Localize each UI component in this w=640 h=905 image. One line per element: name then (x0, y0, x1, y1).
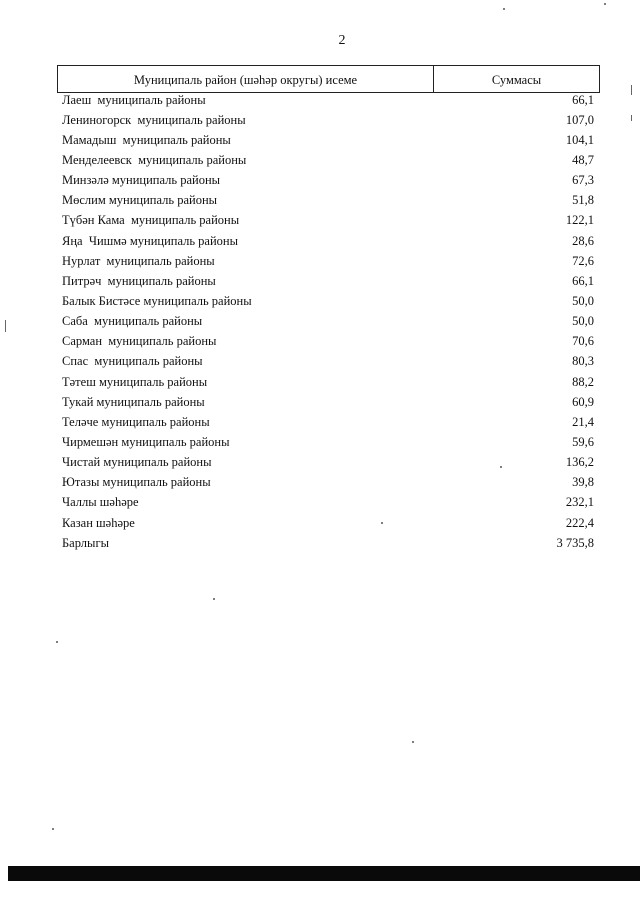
row-name: Питрәч муниципаль районы (62, 273, 216, 288)
scan-speck (213, 598, 215, 600)
scan-bottom-bar (8, 866, 640, 881)
table-row (62, 171, 594, 191)
row-value: 50,0 (572, 293, 594, 308)
row-value: 72,6 (572, 253, 594, 268)
table-row (62, 312, 594, 332)
page-number: 2 (338, 33, 346, 48)
row-name: Ютазы муниципаль районы (62, 475, 211, 490)
scan-speck (52, 828, 54, 830)
row-name: Нурлат муниципаль районы (62, 253, 215, 268)
row-value: 28,6 (572, 233, 594, 248)
table-row (62, 493, 594, 513)
table-row (62, 271, 594, 291)
table-row (62, 392, 594, 412)
row-value: 39,8 (572, 475, 594, 490)
table-row (62, 211, 594, 231)
row-name: Барлыгы (62, 535, 109, 550)
table-body (62, 90, 594, 553)
table-row (62, 473, 594, 493)
row-name: Менделеевск муниципаль районы (62, 152, 247, 167)
table-row (62, 332, 594, 352)
row-name: Балык Бистәсе муниципаль районы (62, 293, 252, 308)
table-row (62, 110, 594, 130)
row-name: Тәтеш муниципаль районы (62, 374, 208, 389)
table-row (62, 412, 594, 432)
row-value: 21,4 (572, 414, 594, 429)
row-value: 104,1 (565, 132, 594, 147)
row-value: 80,3 (572, 354, 594, 369)
row-value: 136,2 (565, 455, 594, 470)
row-value: 107,0 (565, 112, 594, 127)
row-name: Теләче муниципаль районы (62, 414, 210, 429)
row-name: Чистай муниципаль районы (62, 455, 212, 470)
row-value: 66,1 (572, 273, 594, 288)
row-name: Яңа Чишмә муниципаль районы (62, 233, 239, 248)
scan-speck (500, 466, 502, 468)
table-header (57, 65, 600, 93)
table-row (62, 453, 594, 473)
scan-edge-mark (631, 115, 632, 121)
scan-speck (412, 741, 414, 743)
scan-speck (503, 8, 505, 10)
table-row (62, 513, 594, 533)
column-header-sum: Суммасы (491, 72, 542, 87)
table-row (62, 251, 594, 271)
row-name: Минзәлә муниципаль районы (62, 173, 221, 188)
row-name: Лениногорск муниципаль районы (62, 112, 246, 127)
row-value: 60,9 (572, 394, 594, 409)
scan-edge-mark (5, 320, 6, 332)
table-row (62, 231, 594, 251)
table-row (62, 191, 594, 211)
table-row (62, 533, 594, 553)
row-value: 66,1 (572, 92, 594, 107)
scan-speck (56, 641, 58, 643)
table-row (62, 90, 594, 110)
row-name: Спас муниципаль районы (62, 354, 203, 369)
row-name: Лаеш муниципаль районы (62, 92, 206, 107)
row-name: Мөслим муниципаль районы (62, 193, 218, 208)
row-value: 222,4 (565, 515, 594, 530)
row-name: Мамадыш муниципаль районы (62, 132, 231, 147)
row-name: Казан шәһәре (62, 515, 135, 530)
table-row (62, 150, 594, 170)
row-name: Чаллы шәһәре (62, 495, 139, 510)
row-value: 122,1 (565, 213, 594, 228)
table-row (62, 372, 594, 392)
row-value: 67,3 (572, 173, 594, 188)
row-value: 70,6 (572, 334, 594, 349)
scan-speck (604, 3, 606, 5)
table-row (62, 130, 594, 150)
row-value: 48,7 (572, 152, 594, 167)
table-row (62, 291, 594, 311)
table-row (62, 352, 594, 372)
column-header-name: Муниципаль район (шәһәр округы) исеме (58, 66, 434, 92)
row-value: 3 735,8 (556, 535, 594, 550)
row-value: 59,6 (572, 434, 594, 449)
row-name: Түбән Кама муниципаль районы (62, 213, 240, 228)
row-name: Саба муниципаль районы (62, 314, 203, 329)
scan-edge-mark (631, 85, 632, 95)
row-value: 88,2 (572, 374, 594, 389)
row-name: Сарман муниципаль районы (62, 334, 217, 349)
row-value: 50,0 (572, 314, 594, 329)
row-value: 51,8 (572, 193, 594, 208)
row-name: Чирмешән муниципаль районы (62, 434, 230, 449)
scan-speck (381, 522, 383, 524)
row-value: 232,1 (565, 495, 594, 510)
table-row (62, 432, 594, 452)
row-name: Тукай муниципаль районы (62, 394, 205, 409)
